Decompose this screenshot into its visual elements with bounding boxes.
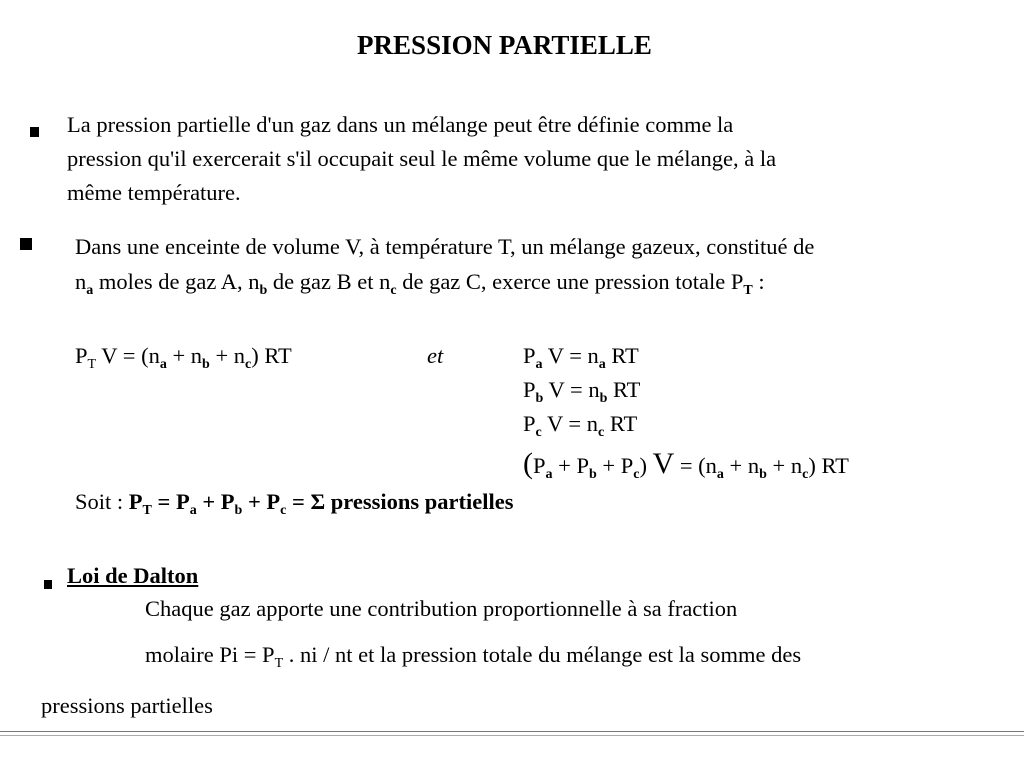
para1-line2: pression qu'il exercerait s'il occupait seul le même volume que le mélange, à la	[67, 146, 777, 171]
equation-total: $P_T$ $V = (n_a + n_b + n_c)$ RT	[75, 343, 292, 372]
bullet-square-icon	[20, 238, 32, 250]
dalton-line1: Chaque gaz apporte une contribution proportionnelle à sa fraction	[145, 596, 738, 621]
dalton-heading: Loi de Dalton	[67, 563, 199, 588]
footer-divider	[0, 731, 1024, 732]
equation-c: $P_c$ $V = n_c$ RT	[523, 411, 638, 440]
page-title: PRESSION PARTIELLE	[357, 30, 652, 60]
equation-a: $P_a$ $V = n_a$ RT	[523, 343, 639, 372]
dalton-line2: molaire $Pi = P_T$ . ni / nt et la pression totale du mélange est la somme des	[145, 642, 802, 671]
footer-divider	[0, 735, 1024, 736]
para2-line2: $n_a$ moles de gaz A, $n_b$ de gaz B et $n_c$ de gaz C, exerce une pression totale $P_T$ :	[75, 269, 765, 298]
bullet-square-icon	[30, 127, 39, 137]
equation-b: $P_b$ $V = n_b$ RT	[523, 377, 641, 406]
para1-line3: même température.	[67, 180, 241, 205]
para2-line1: Dans une enceinte de volume V, à température T, un mélange gazeux, constitué de	[75, 234, 815, 259]
et-conjunction: et	[427, 343, 444, 368]
bullet-square-icon	[44, 580, 52, 589]
soit-conclusion: Soit : $P_T = P_a + P_b + P_c = \Sigma$ pressions partielles	[75, 489, 514, 518]
equation-sum: $(P_a + P_b + P_c) V = (n_a + n_b + n_c)$ RT	[523, 447, 849, 482]
para1-line1: La pression partielle d'un gaz dans un mélange peut être définie comme la	[67, 112, 734, 137]
dalton-line3: pressions partielles	[41, 693, 213, 718]
